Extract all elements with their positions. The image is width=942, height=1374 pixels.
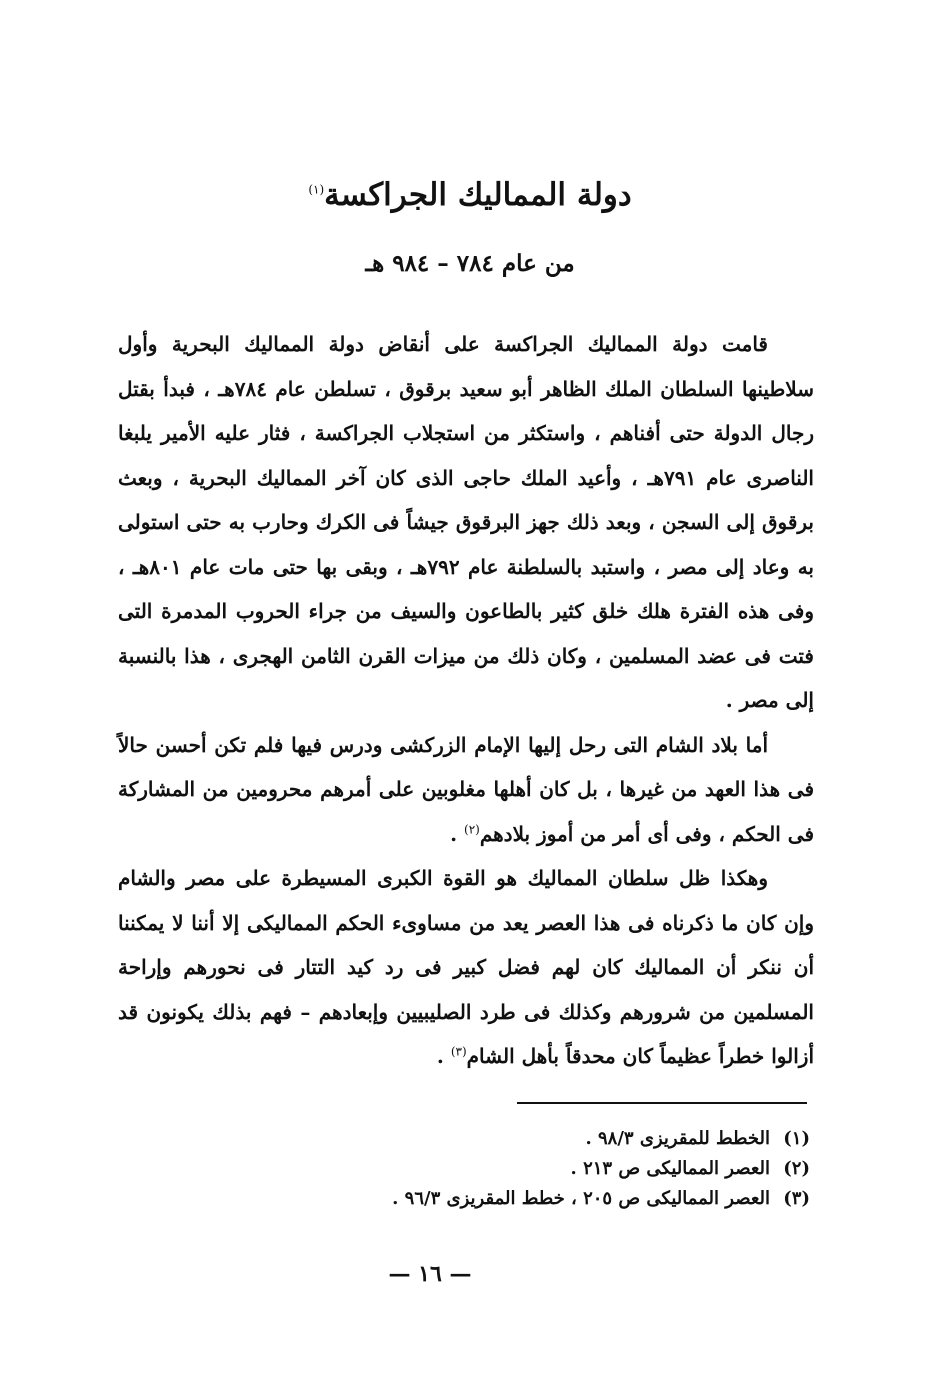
footnotes	[280, 1124, 810, 1214]
paragraph-1: قامت دولة المماليك الجراكسة على أنقاض دولة المماليك البحرية وأول سلاطينها السلطان الملك الظاهر أبو سعيد برقوق ، تسلطن عام ٧٨٤هـ ، فبدأ بقتل رجال الدولة حتى أفناهم ، واستكثر من استجلاب الجراكسة ، فثار عليه الأمير يلبغا الناصرى عام ٧٩١هـ ، وأعيد الملك حاجى الذى كان آخر المماليك البحرية ، وبعث برقوق إلى السجن ، وبعد ذلك جهز البرقوق جيشاً فى الكرك وحارب به حتى استولى به وعاد إلى مصر ، واستبد بالسلطنة عام ٧٩٢هـ ، وبقى بها حتى مات عام ٨٠١هـ ، وفى هذه الفترة هلك خلق كثير بالطاعون والسيف من جراء الحروب المدمرة التى فتت فى عضد المسلمين ، وكان ذلك من ميزات القرن الثامن الهجرى ، هذا بالنسبة إلى مصر .	[118, 332, 814, 712]
paragraph-2-footnote-marker: (٢)	[464, 821, 480, 836]
chapter-title-footnote-marker: (١)	[308, 182, 325, 197]
paragraph-2-text: أما بلاد الشام التى رحل إليها الإمام الزركشى ودرس فيها فلم تكن أحسن حالاً فى هذا العهد من غيرها ، بل كان أهلها مغلوبين على أمرهم محرومين من المشاركة فى الحكم ، وفى أى أمر من أموز بلادهم	[118, 732, 814, 846]
footnote-text: العصر المماليكى ص ٢١٣ .	[570, 1158, 770, 1179]
paragraph-3	[118, 856, 814, 1079]
footnote-1	[280, 1124, 810, 1154]
chapter-title	[180, 170, 760, 220]
chapter-title-text: دولة المماليك الجراكسة	[324, 177, 632, 213]
footnote-text: العصر المماليكى ص ٢٠٥ ، خطط المقريزى ٩٦/٣ .	[392, 1188, 770, 1209]
paragraph-3-end: .	[436, 1044, 451, 1068]
footnote-separator	[517, 1102, 807, 1104]
main-text	[118, 322, 814, 1079]
page-number: — ١٦ —	[388, 1261, 472, 1287]
footnote-2	[280, 1154, 810, 1184]
footnote-number: (٣)	[783, 1188, 810, 1209]
paragraph-3-text: وهكذا ظل سلطان المماليك هو القوة الكبرى المسيطرة على مصر والشام وإن كان ما ذكرناه فى هذا العصر يعد من مساوىء الحكم المماليكى إلا أننا لا يمكننا أن ننكر أن المماليك كان لهم فضل كبير فى رد كيد التتار فى نحورهم وإراحة المسلمين من شرورهم وكذلك فى طرد الصليبيين وإبعادهم – فهم بذلك يكونون قد أزالوا خطراً عظيماً كان محدقاً بأهل الشام	[118, 866, 814, 1068]
chapter-subtitle: من عام ٧٨٤ – ٩٨٤ هـ	[365, 250, 575, 277]
footnote-number: (١)	[783, 1128, 810, 1149]
paragraph-3-footnote-marker: (٣)	[450, 1044, 467, 1059]
footnote-number: (٢)	[783, 1158, 810, 1179]
paragraph-2	[118, 723, 814, 857]
paragraph-2-end: .	[450, 821, 464, 846]
footnote-3	[280, 1184, 810, 1214]
footnote-text: الخطط للمقريزى ٩٨/٣ .	[585, 1128, 770, 1149]
